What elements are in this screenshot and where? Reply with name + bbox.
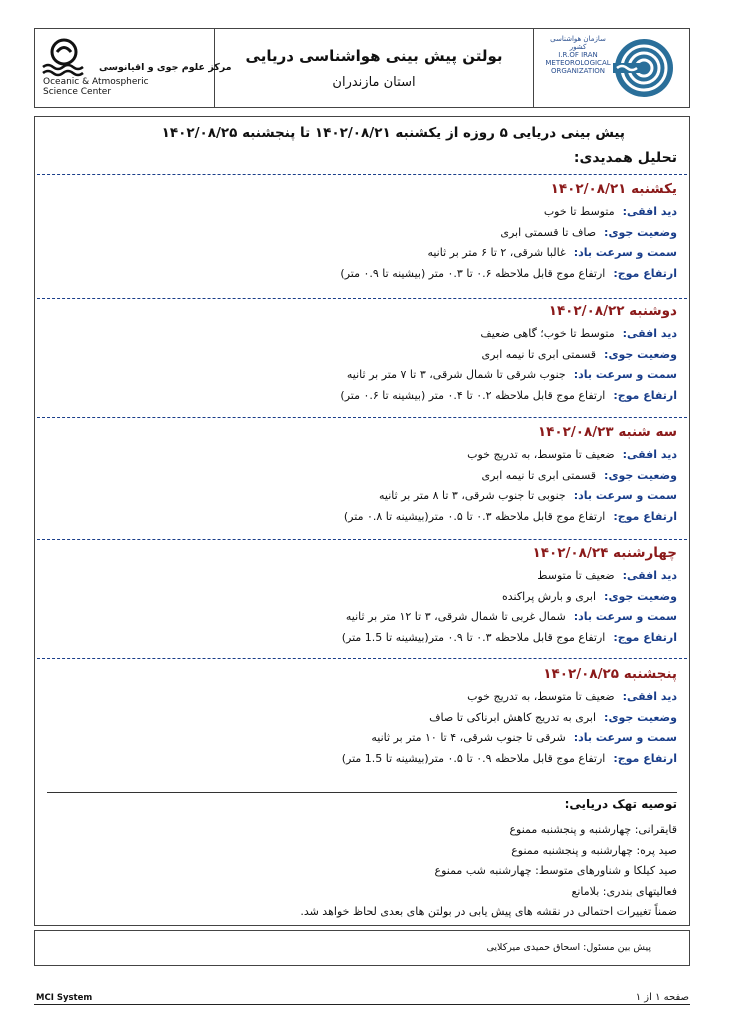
dashed-divider xyxy=(37,417,687,418)
wind-label: سمت و سرعت باد: xyxy=(573,489,677,502)
weather-label: وضعیت جوی: xyxy=(604,347,677,361)
bulletin-header xyxy=(34,28,690,108)
day-forecast-2 xyxy=(45,303,677,409)
advice-item: صید پره: چهارشنبه و پنجشنبه ممنوع xyxy=(511,843,677,857)
advice-item: صید کیلکا و شناورهای متوسط: چهارشنبه شب ممنوع xyxy=(434,864,677,878)
day-forecast-5 xyxy=(45,666,677,772)
irimo-name-en-line1: I.R.OF IRAN xyxy=(558,51,598,59)
wave-label: ارتفاع موج: xyxy=(613,388,677,402)
advice-item: قایقرانی: چهارشنبه و پنجشنبه ممنوع xyxy=(509,823,677,836)
footer-rule xyxy=(34,1004,690,1005)
advice-item: فعالیتهای بندری: بلامانع xyxy=(571,884,677,898)
dashed-divider xyxy=(37,298,687,299)
visibility-value: ضعیف تا متوسط، به تدریج خوب xyxy=(467,690,615,703)
wind-row xyxy=(45,368,677,389)
oasc-name-fa: مرکز علوم جوی و اقیانوسی xyxy=(99,62,232,73)
visibility-row xyxy=(45,690,677,711)
day-title: پنجشنبه ۱۴۰۲/۰۸/۲۵ xyxy=(543,666,677,682)
weather-value: ابری و بارش پراکنده xyxy=(502,589,597,603)
weather-label: وضعیت جوی: xyxy=(604,225,677,239)
weather-value: قسمتی ابری تا نیمه ابری xyxy=(481,347,597,361)
wave-row xyxy=(45,510,677,531)
visibility-value: متوسط تا خوب xyxy=(543,205,615,218)
wind-row xyxy=(45,246,677,267)
weather-row xyxy=(45,711,677,732)
visibility-label: دید افقی: xyxy=(622,205,677,218)
visibility-value: ضعیف تا متوسط، به تدریج خوب xyxy=(467,448,615,461)
wind-label: سمت و سرعت باد: xyxy=(573,610,677,623)
oasc-logo-cell xyxy=(35,29,232,107)
weather-value: صاف تا قسمتی ابری xyxy=(500,225,597,239)
day-title: سه شنبه ۱۴۰۲/۰۸/۲۳ xyxy=(537,424,677,440)
oasc-name-en xyxy=(43,77,149,97)
irimo-logo-cell xyxy=(534,29,689,107)
visibility-row xyxy=(45,448,677,469)
advice-title: توصیه تهک دریایی: xyxy=(564,797,677,811)
wind-value: غالبا شرقی، ۲ تا ۶ متر بر ثانیه xyxy=(427,246,566,259)
visibility-value: متوسط تا خوب؛ گاهی ضعیف xyxy=(480,327,615,340)
wave-value: ارتفاع موج قابل ملاحظه ۰.۹ تا ۰.۵ متر(بیشینه تا 1.5 متر) xyxy=(341,751,606,765)
oasc-name-en-line1: Oceanic & Atmospheric xyxy=(43,77,149,87)
wave-value: ارتفاع موج قابل ملاحظه ۰.۶ تا ۰.۳ متر (بیشینه تا ۰.۹ متر) xyxy=(340,266,606,280)
weather-label: وضعیت جوی: xyxy=(604,468,677,482)
irimo-name xyxy=(542,35,614,75)
visibility-row xyxy=(45,327,677,348)
advice-item: ضمناً تغییرات احتمالی در نقشه های پیش یابی در بولتن های بعدی لحاظ خواهد شد. xyxy=(300,905,677,919)
wind-value: شرقی تا جنوب شرقی، ۴ تا ۱۰ متر بر ثانیه xyxy=(371,731,566,744)
day-forecast-3 xyxy=(45,424,677,530)
system-name: MCI System xyxy=(36,993,93,1003)
wave-label: ارتفاع موج: xyxy=(613,630,677,644)
irimo-name-en-line3: ORGANIZATION xyxy=(550,67,605,75)
day-forecast-1 xyxy=(45,181,677,287)
synoptic-analysis-label: تحلیل همدیدی: xyxy=(573,150,677,166)
forecast-title: پیش بینی دریایی ۵ روزه از یکشنبه ۱۴۰۲/۰۸/۲۱ تا پنجشنبه ۱۴۰۲/۰۸/۲۵ xyxy=(161,125,625,141)
wind-row xyxy=(45,489,677,510)
wave-row xyxy=(45,631,677,652)
visibility-row xyxy=(45,569,677,590)
bulletin-title: بولتن پیش بینی هواشناسی دریایی xyxy=(245,46,503,65)
day-forecast-4 xyxy=(45,545,677,651)
oasc-logo-icon xyxy=(41,37,87,79)
forecaster-name: پیش بین مسئول: اسحاق حمیدی میرکلایی xyxy=(486,942,651,953)
wave-label: ارتفاع موج: xyxy=(613,751,677,765)
weather-row xyxy=(45,226,677,247)
dashed-divider xyxy=(37,658,687,659)
wave-label: ارتفاع موج: xyxy=(613,266,677,280)
marine-advice xyxy=(45,797,677,926)
weather-value: ابری به تدریج کاهش ابرناکی تا صاف xyxy=(429,710,597,724)
weather-label: وضعیت جوی: xyxy=(604,589,677,603)
wave-value: ارتفاع موج قابل ملاحظه ۰.۲ تا ۰.۴ متر (بیشینه تا ۰.۶ متر) xyxy=(340,388,606,402)
visibility-label: دید افقی: xyxy=(622,569,677,582)
day-title: یکشنبه ۱۴۰۲/۰۸/۲۱ xyxy=(550,181,677,197)
irimo-name-en-line2: METEOROLOGICAL xyxy=(545,59,611,67)
page-number: صفحه ۱ از ۱ xyxy=(635,992,689,1003)
weather-value: قسمتی ابری تا نیمه ابری xyxy=(481,468,597,482)
forecaster-box xyxy=(34,930,690,966)
irimo-name-fa: سازمان هواشناسی کشور xyxy=(550,35,606,51)
wave-value: ارتفاع موج قابل ملاحظه ۰.۳ تا ۰.۵ متر(بیشینه تا ۰.۸ متر) xyxy=(343,509,606,523)
day-title: دوشنبه ۱۴۰۲/۰۸/۲۲ xyxy=(548,303,677,319)
visibility-value: ضعیف تا متوسط xyxy=(537,569,615,582)
wind-value: شمال غربی تا شمال شرقی، ۳ تا ۱۲ متر بر ثانیه xyxy=(345,610,566,623)
weather-row xyxy=(45,469,677,490)
weather-label: وضعیت جوی: xyxy=(604,710,677,724)
advice-divider xyxy=(47,792,677,793)
visibility-row xyxy=(45,205,677,226)
wind-row xyxy=(45,731,677,752)
visibility-label: دید افقی: xyxy=(622,448,677,461)
wind-value: جنوب شرقی تا شمال شرقی، ۳ تا ۷ متر بر ثانیه xyxy=(346,368,566,381)
wave-label: ارتفاع موج: xyxy=(613,509,677,523)
wave-row xyxy=(45,267,677,288)
wave-value: ارتفاع موج قابل ملاحظه ۰.۳ تا ۰.۹ متر(بیشینه تا 1.5 متر) xyxy=(341,630,606,644)
province-name: استان مازندران xyxy=(332,74,416,90)
visibility-label: دید افقی: xyxy=(622,690,677,703)
irimo-logo-icon xyxy=(613,37,675,99)
visibility-label: دید افقی: xyxy=(622,327,677,340)
wind-label: سمت و سرعت باد: xyxy=(573,246,677,259)
wind-value: جنوبی تا جنوب شرقی، ۳ تا ۸ متر بر ثانیه xyxy=(379,489,566,502)
wind-row xyxy=(45,610,677,631)
dashed-divider xyxy=(37,539,687,540)
dashed-divider xyxy=(37,174,687,175)
day-title: چهارشنبه ۱۴۰۲/۰۸/۲۴ xyxy=(532,545,677,561)
header-title-cell xyxy=(215,29,534,107)
wind-label: سمت و سرعت باد: xyxy=(573,368,677,381)
weather-row xyxy=(45,348,677,369)
wave-row xyxy=(45,389,677,410)
wave-row xyxy=(45,752,677,773)
wind-label: سمت و سرعت باد: xyxy=(573,731,677,744)
weather-row xyxy=(45,590,677,611)
oasc-name-en-line2: Science Center xyxy=(43,87,112,97)
forecast-body xyxy=(34,116,690,926)
